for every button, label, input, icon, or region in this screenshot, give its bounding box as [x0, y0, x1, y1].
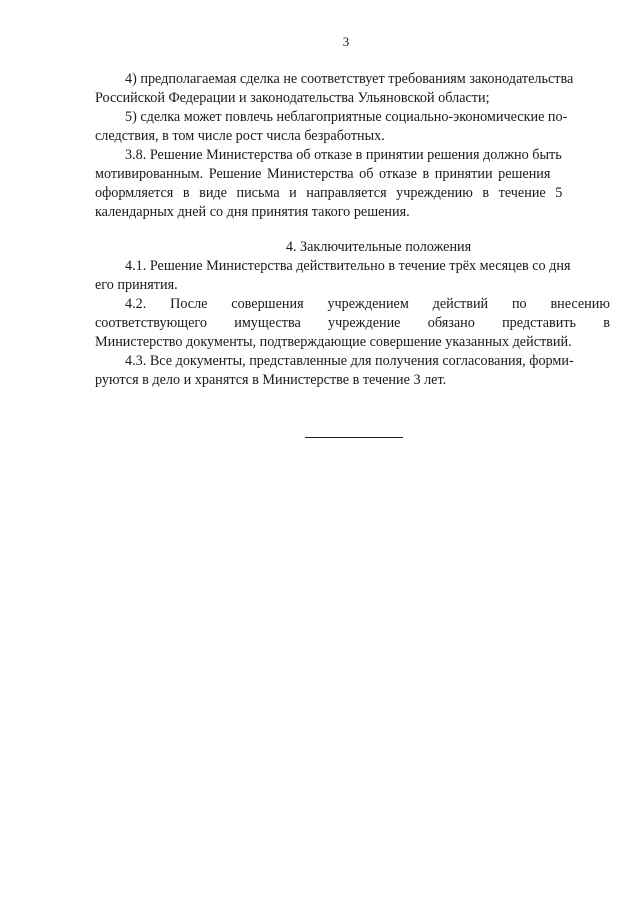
word: внесению: [550, 296, 610, 312]
list-item-5-line-2: следствия, в том числе рост числа безработных.: [95, 128, 385, 144]
word: в: [603, 315, 610, 331]
section-heading: 4. Заключительные положения: [285, 239, 472, 255]
word: действий: [432, 296, 489, 312]
word: После: [170, 296, 208, 312]
end-of-document-rule: [305, 437, 403, 438]
word: соответствующего: [95, 315, 207, 331]
paragraph-4-1-line-1: 4.1. Решение Министерства действительно в течение трёх месяцев со дня: [125, 258, 571, 274]
word: обязано: [427, 315, 475, 331]
paragraph-4-2: [95, 295, 610, 352]
list-item-5: [95, 108, 610, 146]
paragraph-3-8: [95, 146, 610, 222]
word: 4.2.: [125, 296, 147, 312]
paragraph-4-2-line-3: Министерство документы, подтверждающие совершение указанных действий.: [95, 334, 572, 350]
paragraph-4-3-line-1: 4.3. Все документы, представленные для получения согласования, форми-: [125, 353, 574, 369]
list-item-4-line-2: Российской Федерации и законодательства Ульяновской области;: [95, 90, 490, 106]
paragraph-4-1: [95, 257, 610, 295]
word: по: [511, 296, 527, 312]
paragraph-4-2-line-2: [95, 314, 610, 333]
list-item-4: [95, 70, 610, 108]
paragraph-4-1-line-2: его принятия.: [95, 277, 178, 293]
word: совершения: [231, 296, 304, 312]
word: имущества: [234, 315, 301, 331]
paragraph-3-8-line-1: 3.8. Решение Министерства об отказе в принятии решения должно быть: [125, 147, 562, 163]
paragraph-3-8-line-3: оформляется в виде письма и направляется учреждению в течение 5: [95, 185, 563, 201]
list-item-4-line-1: 4) предполагаемая сделка не соответствует требованиям законодательства: [125, 71, 574, 87]
paragraph-4-3-line-2: руются в дело и хранятся в Министерстве в течение 3 лет.: [95, 372, 447, 388]
word: учреждением: [327, 296, 409, 312]
paragraph-3-8-line-2: мотивированным. Решение Министерства об отказе в принятии решения: [95, 166, 551, 182]
paragraph-4-3: [95, 352, 610, 390]
word: учреждение: [328, 315, 401, 331]
list-item-5-line-1: 5) сделка может повлечь неблагоприятные социально-экономические по-: [125, 109, 568, 125]
word: представить: [502, 315, 577, 331]
page-number: 3: [342, 34, 350, 49]
paragraph-4-2-line-1: [95, 295, 610, 314]
document-body: [95, 70, 610, 390]
paragraph-3-8-line-4: календарных дней со дня принятия такого решения.: [95, 204, 410, 220]
